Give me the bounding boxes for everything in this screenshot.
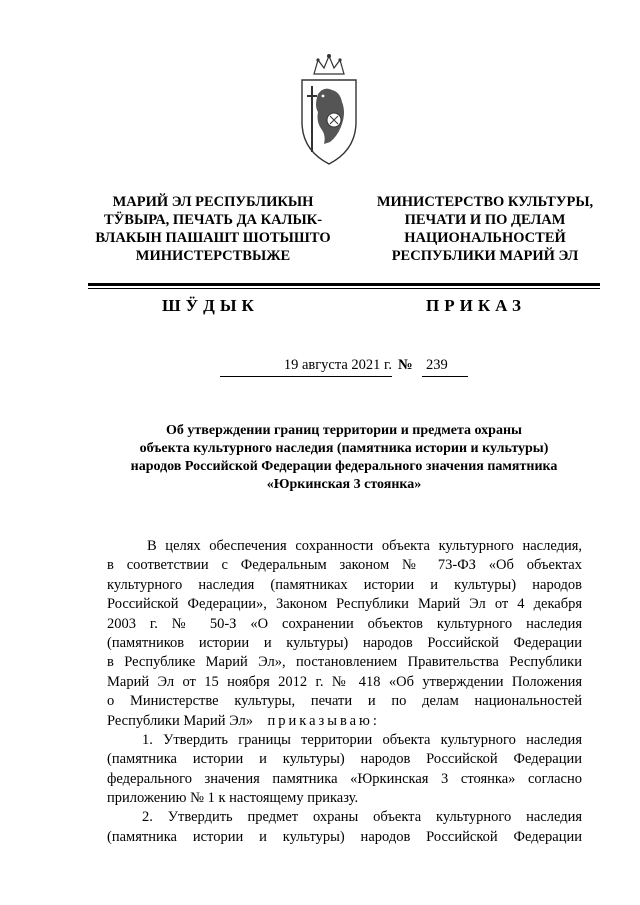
header-line: НАЦИОНАЛЬНОСТЕЙ xyxy=(404,230,566,246)
header-line: МИНИСТЕРСТВО КУЛЬТУРЫ, xyxy=(376,194,594,210)
ministry-name-russian xyxy=(360,193,610,265)
decree-word: приказываю: xyxy=(267,712,380,729)
body-line: о Министерстве культуры, печати и по делам национальностей xyxy=(107,693,582,710)
header-line: МИНИСТЕРСТВЫЖЕ xyxy=(135,248,291,264)
ministry-name-mari xyxy=(88,193,338,265)
body-line: (памятника истории и культуры) народов Российской Федерации xyxy=(107,751,582,768)
coat-of-arms-emblem xyxy=(296,52,362,172)
header-line: МАРИЙ ЭЛ РЕСПУБЛИКЫН xyxy=(112,194,314,210)
body-line xyxy=(107,712,582,731)
body-line: в Республике Марий Эл», постановлением Правительства Республики xyxy=(107,654,582,671)
order-word-russian: ПРИКАЗ xyxy=(426,296,526,315)
order-body xyxy=(107,537,582,847)
title-line: «Юркинская 3 стоянка» xyxy=(266,477,422,492)
title-line: народов Российской Федерации федерального значения памятника xyxy=(130,459,558,474)
order-word-mari: ШӰДЫК xyxy=(162,296,259,315)
body-line: культурного наследия (памятниках истории и культуры) народов xyxy=(107,576,582,593)
title-line: объекта культурного наследия (памятника истории и культуры) xyxy=(139,441,549,456)
body-line-text: Республики Марий Эл» xyxy=(107,712,253,729)
header-line: РЕСПУБЛИКИ МАРИЙ ЭЛ xyxy=(391,248,579,264)
body-line: приложению № 1 к настоящему приказу. xyxy=(107,790,359,807)
body-line: в соответствии с Федеральным законом № 73-ФЗ «Об объектах xyxy=(107,557,582,574)
body-line: Российской Федерации», Законом Республики Марий Эл от 4 декабря xyxy=(107,596,582,613)
header-line: ПЕЧАТИ И ПО ДЕЛАМ xyxy=(404,212,566,228)
body-line: (памятника истории и культуры) народов Российской Федерации xyxy=(107,828,582,845)
body-line: Марий Эл от 15 ноября 2012 г. № 418 «Об утверждении Положения xyxy=(107,673,582,690)
body-line: 1. Утвердить границы территории объекта культурного наследия xyxy=(142,731,582,748)
body-line: 2. Утвердить предмет охраны объекта культурного наследия xyxy=(142,809,582,826)
body-line: федерального значения памятника «Юркинская 3 стоянка» согласно xyxy=(107,770,582,787)
body-line: (памятников истории и культуры) народов Российской Федерации xyxy=(107,634,582,651)
order-date: 19 августа 2021 г. xyxy=(220,357,392,377)
body-line: 2003 г. № 50-З «О сохранении объектов культурного наследия xyxy=(107,615,582,632)
body-line: В целях обеспечения сохранности объекта культурного наследия, xyxy=(147,538,582,554)
order-number: 239 xyxy=(422,357,468,377)
header-line: ТӰВЫРА, ПЕЧАТЬ ДА КАЛЫК- xyxy=(103,212,323,228)
header-divider-thin xyxy=(88,288,600,289)
order-title xyxy=(100,422,588,494)
number-sign: № xyxy=(398,357,413,373)
header-line: ВЛАКЫН ПАШАШТ ШОТЫШТО xyxy=(95,230,331,246)
title-line: Об утверждении границ территории и предмета охраны xyxy=(166,423,522,438)
header-divider-thick xyxy=(88,283,600,286)
